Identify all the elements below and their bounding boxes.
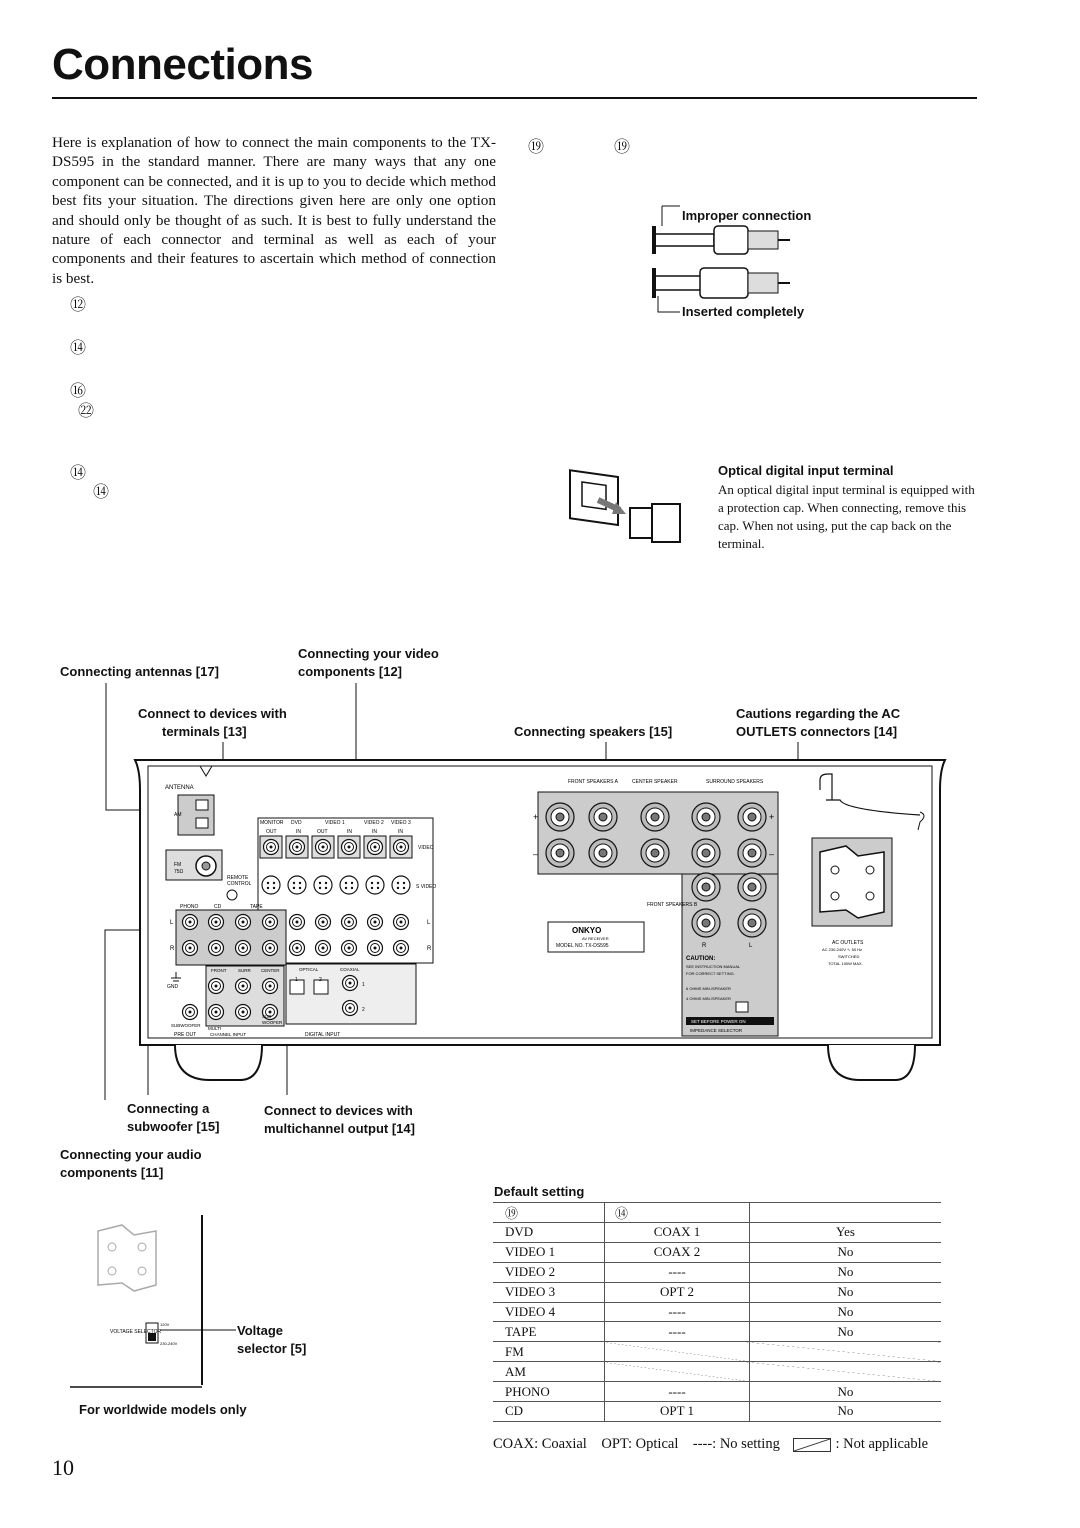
callout-audio-1: Connecting your audio xyxy=(60,1147,202,1162)
cell-input: PHONO xyxy=(493,1382,605,1402)
cell-component: No xyxy=(750,1402,942,1422)
panel-fm-label: FM xyxy=(174,862,182,868)
panel-am-label: AM xyxy=(174,812,182,818)
panel-r-label: R xyxy=(427,946,432,952)
cell-component: No xyxy=(750,1302,942,1322)
panel-impedance-label: IMPEDANCE SELECTOR xyxy=(690,1028,743,1033)
ref-mark: ⑭ xyxy=(70,340,87,357)
cell-input: VIDEO 3 xyxy=(493,1282,605,1302)
voltage-230-label: 230-240V xyxy=(160,1341,178,1346)
panel-monitor-label: MONITOR xyxy=(260,820,284,826)
ref-mark: ⑲ xyxy=(528,139,545,156)
legend xyxy=(493,1436,928,1453)
callout-devices-2: terminals [13] xyxy=(162,724,247,739)
legend-coax: COAX: Coaxial xyxy=(493,1436,587,1452)
panel-in-label: IN xyxy=(296,829,301,835)
cell-component: No xyxy=(750,1262,942,1282)
cell-component: No xyxy=(750,1282,942,1302)
panel-antenna-label: ANTENNA xyxy=(165,785,194,791)
legend-nosetting: ----: No setting xyxy=(692,1436,780,1452)
panel-sub-label: SUB xyxy=(262,1014,272,1019)
callout-antennas: Connecting antennas [17] xyxy=(60,664,219,679)
not-applicable-swatch xyxy=(793,1438,831,1452)
panel-dvd-label: DVD xyxy=(291,820,302,826)
cell-digital: COAX 1 xyxy=(605,1223,750,1243)
worldwide-note: For worldwide models only xyxy=(79,1402,247,1417)
panel-center-label: CENTER xyxy=(261,968,280,973)
panel-minus-label: – xyxy=(533,849,539,859)
intro-paragraph: Here is explanation of how to connect the main components to the TX-DS595 in the standard manner. There are many ways that any one component can be connected, and it is up to you to decide which method best fits your situation. The directions given here are only one option and should only be thought of as such. It is best to fully understand the nature of each connector and terminal as well as each of your components and their features to ascertain which method of connection is best. xyxy=(52,134,496,287)
table-row xyxy=(493,1223,941,1243)
panel-plus-label: + xyxy=(533,812,539,822)
default-setting-table xyxy=(493,1202,941,1422)
panel-cd-label: CD xyxy=(214,904,222,910)
panel-caution-label: CAUTION: xyxy=(686,956,716,962)
table-row xyxy=(493,1302,941,1322)
page-number: 10 xyxy=(52,1455,74,1480)
panel-l-label: L xyxy=(170,920,174,926)
cell-digital: OPT 1 xyxy=(605,1402,750,1422)
panel-4ohms-label: 4 OHMS MIN./SPEAKER xyxy=(686,996,731,1001)
panel-ac-spec-label: AC 230-240V ∿ 50 Hz xyxy=(822,947,863,952)
callout-subwoofer-1: Connecting a xyxy=(127,1101,210,1116)
panel-set-before-label: SET BEFORE POWER ON xyxy=(691,1019,746,1024)
panel-in-label: IN xyxy=(347,829,352,835)
panel-minus-label: – xyxy=(769,849,775,859)
cell-digital: COAX 2 xyxy=(605,1242,750,1262)
optical-description: An optical digital input terminal is equipped with a protection cap. When connecting, remove this cap. When not using, put the cap back on the terminal. xyxy=(718,482,975,551)
header-mark-input: ⑲ xyxy=(493,1203,605,1223)
panel-optical-label: OPTICAL xyxy=(299,967,319,972)
panel-6ohms-label: 6 OHMS MIN./SPEAKER xyxy=(686,986,731,991)
panel-plus-label: + xyxy=(769,812,775,822)
cell-digital: ---- xyxy=(605,1382,750,1402)
panel-tape-label: TAPE xyxy=(250,904,263,910)
inserted-completely-label: Inserted completely xyxy=(682,304,805,319)
cell-input: DVD xyxy=(493,1223,605,1243)
panel-coaxial-label: COAXIAL xyxy=(340,967,360,972)
panel-video-label: VIDEO xyxy=(418,845,434,851)
panel-preout-label: PRE OUT xyxy=(174,1032,197,1038)
panel-surround-speakers-label: SURROUND SPEAKERS xyxy=(706,779,764,785)
voltage-120-label: 120V xyxy=(160,1322,170,1327)
panel-n2-label: 2 xyxy=(362,1007,365,1013)
panel-in-label: IN xyxy=(398,829,403,835)
table-row xyxy=(493,1262,941,1282)
ref-mark: ⑲ xyxy=(614,139,631,156)
panel-subwoofer-label: SUBWOOFER xyxy=(171,1023,201,1028)
panel-r-label: R xyxy=(170,946,175,952)
cell-digital xyxy=(605,1342,750,1362)
table-row xyxy=(493,1242,941,1262)
callout-ac-2: OUTLETS connectors [14] xyxy=(736,724,898,739)
panel-gnd-label: GND xyxy=(167,984,179,990)
rear-panel-diagram xyxy=(0,680,1080,1100)
panel-n2-label: 2 xyxy=(319,977,322,983)
panel-model-label: MODEL NO. TX-DS595 xyxy=(556,943,609,949)
panel-ac-outlets-label: AC OUTLETS xyxy=(832,940,864,946)
panel-digital-input-label: DIGITAL INPUT xyxy=(305,1032,341,1038)
panel-video3-label: VIDEO 3 xyxy=(391,820,411,826)
header-blank xyxy=(750,1203,942,1223)
panel-fm75-label: 75Ω xyxy=(174,869,184,875)
panel-brand-label: ONKYO xyxy=(572,926,602,935)
callout-subwoofer-2: subwoofer [15] xyxy=(127,1119,220,1134)
cell-digital xyxy=(605,1362,750,1382)
panel-center-speaker-label: CENTER SPEAKER xyxy=(632,779,678,785)
cell-input: CD xyxy=(493,1402,605,1422)
panel-remote-label: REMOTE xyxy=(227,875,249,881)
ref-mark: ㉒ xyxy=(78,403,95,420)
cell-component xyxy=(750,1342,942,1362)
page-title: Connections xyxy=(52,40,313,89)
callout-ac-1: Cautions regarding the AC xyxy=(736,706,901,721)
cell-input: TAPE xyxy=(493,1322,605,1342)
cell-input: VIDEO 2 xyxy=(493,1262,605,1282)
panel-l-label: L xyxy=(427,920,431,926)
table-row xyxy=(493,1382,941,1402)
panel-in-label: IN xyxy=(372,829,377,835)
panel-out-label: OUT xyxy=(317,829,328,835)
improper-connection-label: Improper connection xyxy=(682,208,812,223)
ref-mark: ⑫ xyxy=(70,297,87,314)
panel-svideo-label: S VIDEO xyxy=(416,884,437,890)
legend-opt: OPT: Optical xyxy=(601,1436,679,1452)
panel-av-receiver-label: AV RECEIVER xyxy=(582,936,609,941)
cell-digital: ---- xyxy=(605,1302,750,1322)
table-row xyxy=(493,1282,941,1302)
panel-correct-setting-label: FOR CORRECT SETTING. xyxy=(686,971,735,976)
panel-out-label: OUT xyxy=(266,829,277,835)
table-row xyxy=(493,1342,941,1362)
panel-control-label: CONTROL xyxy=(227,881,252,887)
panel-surr-label: SURR xyxy=(238,968,251,973)
optical-heading: Optical digital input terminal xyxy=(718,463,894,478)
cell-input: VIDEO 1 xyxy=(493,1242,605,1262)
callout-multich-1: Connect to devices with xyxy=(264,1103,413,1118)
panel-see-manual-label: SEE INSTRUCTION MANUAL xyxy=(686,964,741,969)
callout-devices-1: Connect to devices with xyxy=(138,706,287,721)
cell-component: Yes xyxy=(750,1223,942,1243)
cell-digital: ---- xyxy=(605,1262,750,1282)
panel-l-label: L xyxy=(749,943,753,949)
voltage-selector-figure xyxy=(70,1215,240,1395)
cell-component: No xyxy=(750,1322,942,1342)
ref-mark: ⑭ xyxy=(70,465,87,482)
panel-n1-label: 1 xyxy=(362,982,365,988)
callout-voltage-2: selector [5] xyxy=(237,1341,307,1356)
callout-audio-2: components [11] xyxy=(60,1165,164,1180)
table-header-row xyxy=(493,1203,941,1223)
cell-digital: OPT 2 xyxy=(605,1282,750,1302)
cell-input: VIDEO 4 xyxy=(493,1302,605,1322)
cell-component xyxy=(750,1362,942,1382)
legend-na: : Not applicable xyxy=(835,1436,929,1452)
panel-r-label: R xyxy=(702,943,707,949)
panel-phono-label: PHONO xyxy=(180,904,199,910)
cell-input: FM xyxy=(493,1342,605,1362)
callout-voltage-1: Voltage xyxy=(237,1323,283,1338)
panel-front-label: FRONT xyxy=(211,968,227,973)
table-row xyxy=(493,1322,941,1342)
callout-video-1: Connecting your video xyxy=(298,646,439,661)
panel-multi-label: MULTI xyxy=(208,1026,222,1031)
ref-mark: ⑯ xyxy=(70,383,87,400)
header-mark-digital: ⑭ xyxy=(605,1203,750,1223)
callout-speakers: Connecting speakers [15] xyxy=(514,724,673,739)
ref-mark: ⑭ xyxy=(93,484,110,501)
default-setting-heading: Default setting xyxy=(494,1184,585,1199)
panel-woofer-label: WOOFER xyxy=(262,1020,283,1025)
panel-total-label: TOTAL 100W MAX. xyxy=(828,961,863,966)
cell-component: No xyxy=(750,1242,942,1262)
panel-n1-label: 1 xyxy=(295,977,298,983)
cell-input: AM xyxy=(493,1362,605,1382)
panel-video1-label: VIDEO 1 xyxy=(325,820,345,826)
table-row xyxy=(493,1362,941,1382)
cell-component: No xyxy=(750,1382,942,1402)
cell-digital: ---- xyxy=(605,1322,750,1342)
callout-video-2: components [12] xyxy=(298,664,403,679)
panel-multich-label: CHANNEL INPUT xyxy=(210,1032,247,1037)
voltage-selector-label: VOLTAGE SELECTOR xyxy=(110,1329,162,1335)
callout-multich-2: multichannel output [14] xyxy=(264,1121,415,1136)
panel-front-speakers-a-label: FRONT SPEAKERS A xyxy=(568,779,618,785)
title-rule xyxy=(52,97,977,99)
panel-front-speakers-b-label: FRONT SPEAKERS B xyxy=(647,902,698,908)
panel-switched-label: SWITCHED xyxy=(838,954,860,959)
panel-video2-label: VIDEO 2 xyxy=(364,820,384,826)
optical-terminal-figure xyxy=(568,458,688,558)
table-row xyxy=(493,1402,941,1422)
